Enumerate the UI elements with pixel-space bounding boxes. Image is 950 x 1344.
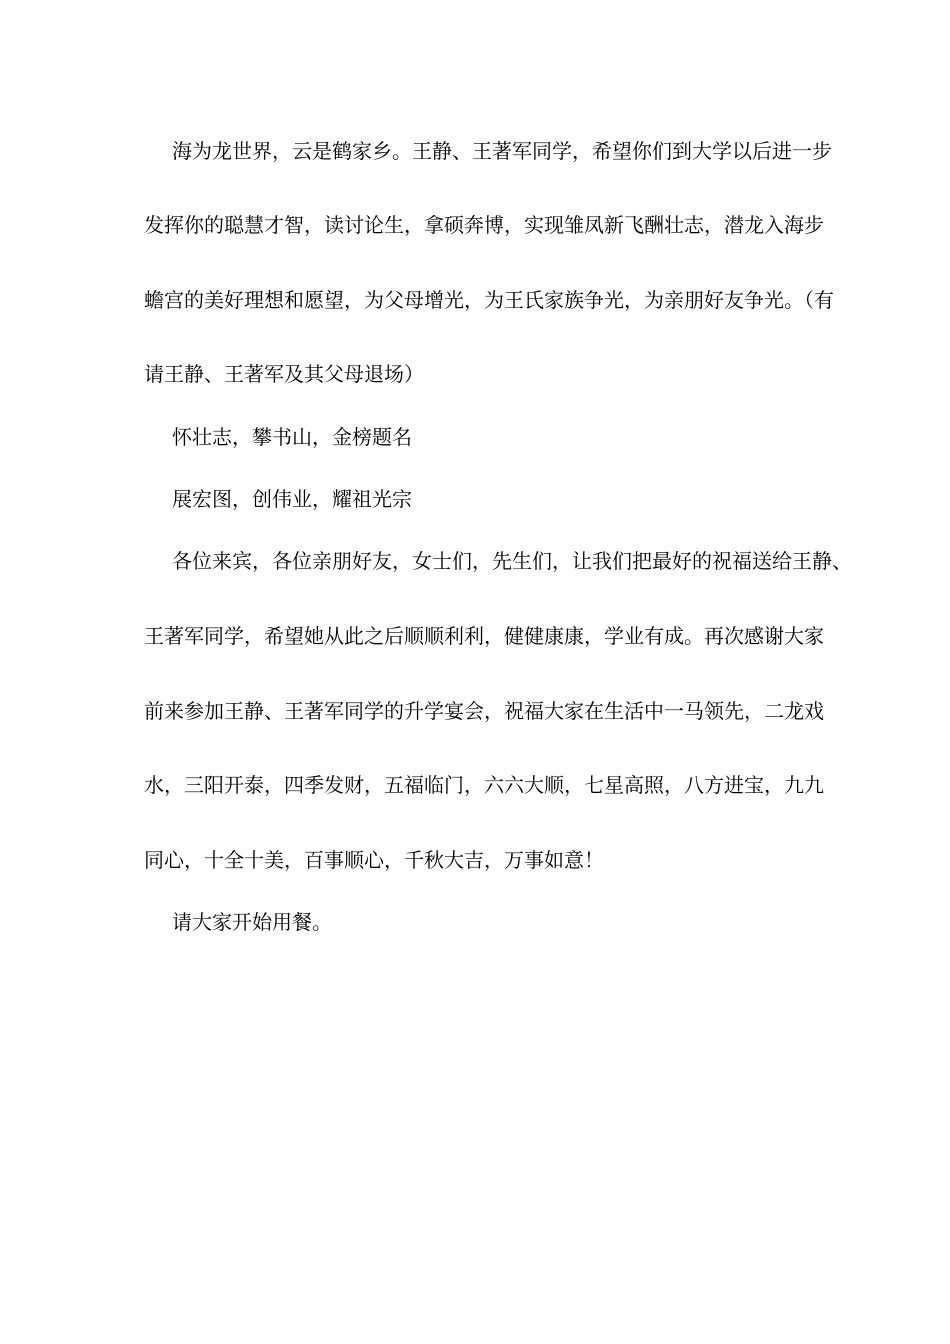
paragraph-2-line-5: 同心，十全十美，百事顺心，千秋大吉，万事如意！ xyxy=(144,848,604,872)
paragraph-2-line-1: 各位来宾，各位亲朋好友，女士们，先生们，让我们把最好的祝福送给王静、 xyxy=(172,549,852,573)
paragraph-1-line-1: 海为龙世界，云是鹤家乡。王静、王著军同学，希望你们到大学以后进一步 xyxy=(172,139,832,163)
couplet-line-2: 展宏图，创伟业，耀祖光宗 xyxy=(172,487,412,511)
paragraph-1-line-3: 蟾宫的美好理想和愿望，为父母增光，为王氏家族争光，为亲朋好友争光。（有 xyxy=(144,288,834,312)
paragraph-2-line-2: 王著军同学，希望她从此之后顺顺利利，健健康康，学业有成。再次感谢大家 xyxy=(144,624,824,648)
paragraph-2-line-4: 水，三阳开泰，四季发财，五福临门，六六大顺，七星高照，八方进宝，九九 xyxy=(144,773,824,797)
closing-line: 请大家开始用餐。 xyxy=(172,910,332,934)
couplet-line-1: 怀壮志，攀书山，金榜题名 xyxy=(172,425,412,449)
paragraph-1-line-2: 发挥你的聪慧才智，读讨论生，拿硕奔博，实现雏凤新飞酬壮志，潜龙入海步 xyxy=(144,213,824,237)
paragraph-2-line-3: 前来参加王静、王著军同学的升学宴会，祝福大家在生活中一马领先，二龙戏 xyxy=(144,699,824,723)
paragraph-1-line-4: 请王静、王著军及其父母退场） xyxy=(144,362,424,386)
